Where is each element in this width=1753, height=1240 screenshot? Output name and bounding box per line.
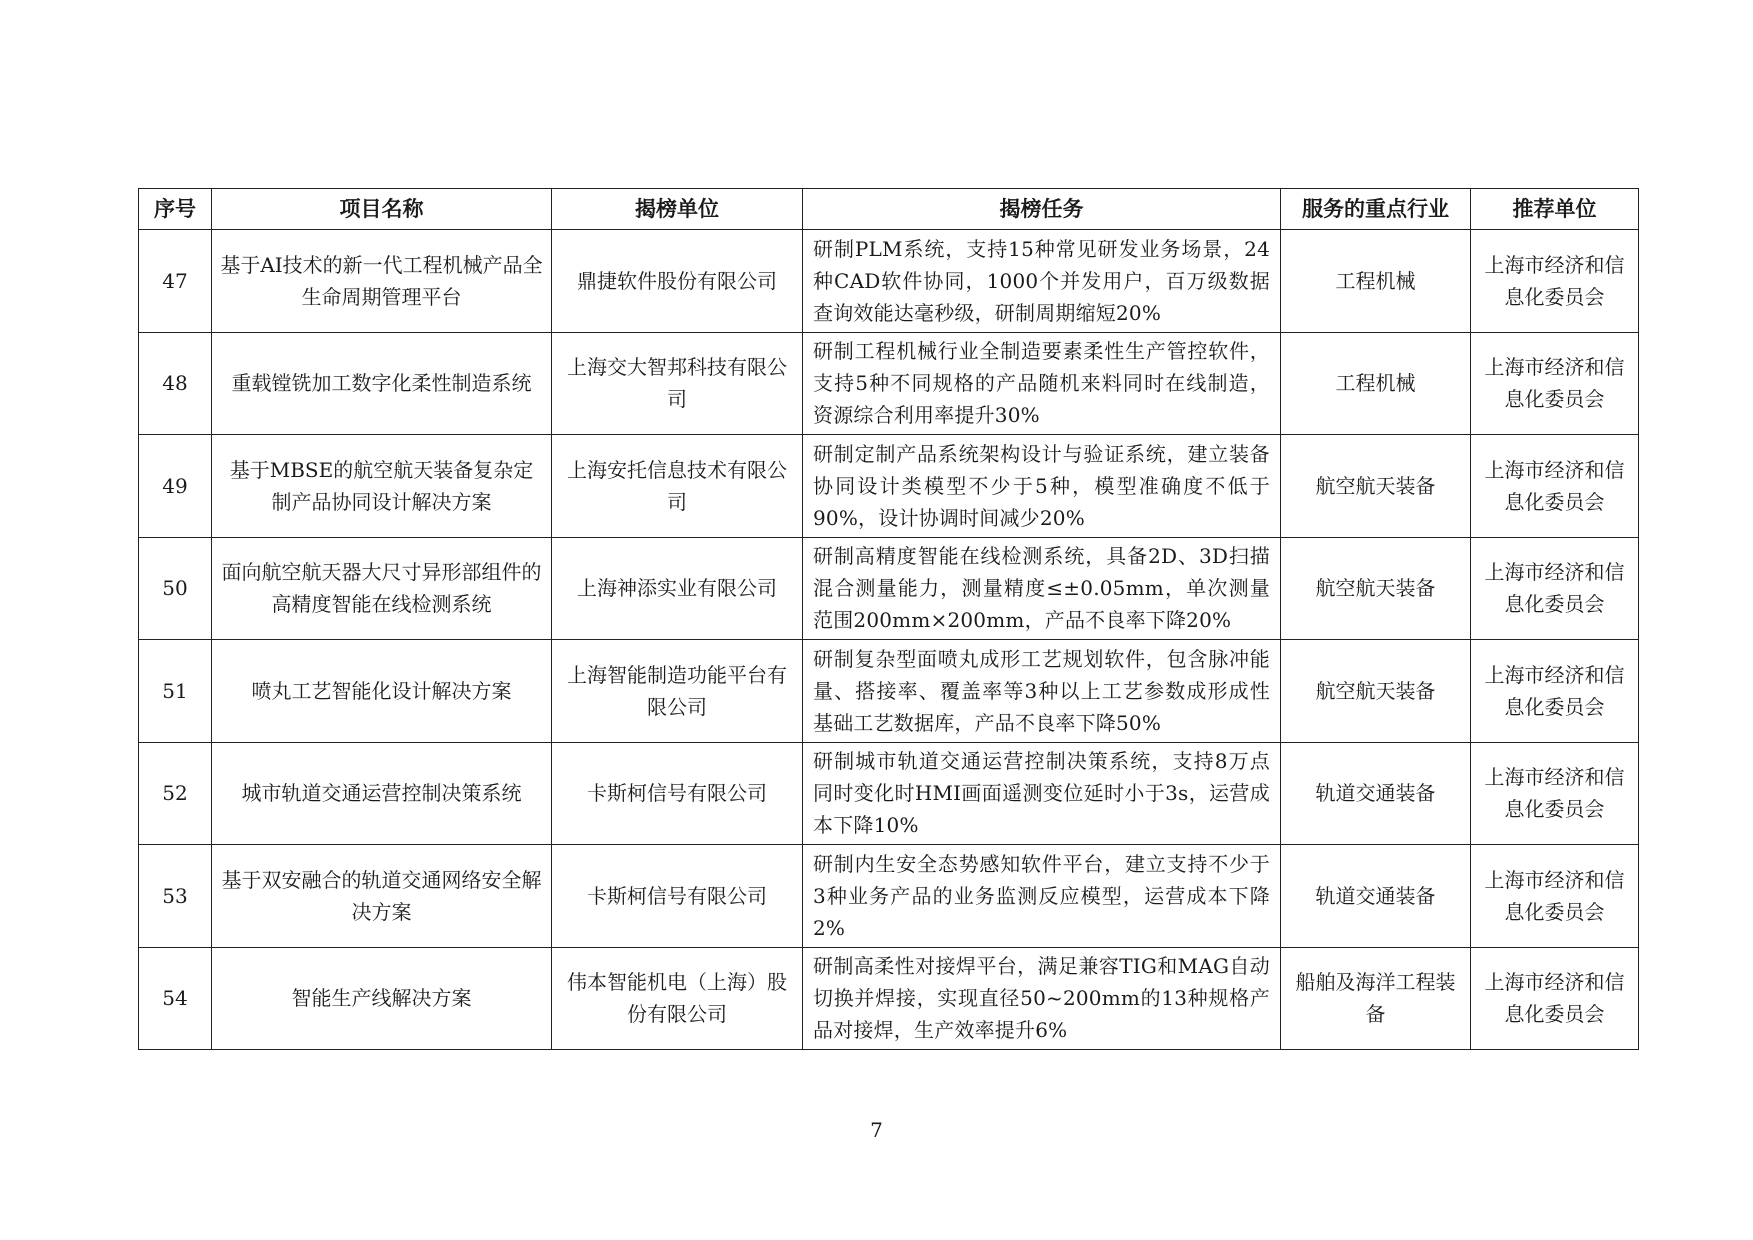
cell-unit: 上海交大智邦科技有限公司 <box>552 332 803 435</box>
cell-unit: 卡斯柯信号有限公司 <box>552 742 803 845</box>
cell-recommender: 上海市经济和信息化委员会 <box>1471 742 1639 845</box>
cell-unit: 卡斯柯信号有限公司 <box>552 845 803 948</box>
cell-project: 智能生产线解决方案 <box>212 947 552 1050</box>
header-recommender: 推荐单位 <box>1471 189 1639 230</box>
cell-task: 研制内生安全态势感知软件平台，建立支持不少于3种业务产品的业务监测反应模型，运营成本下降2% <box>803 845 1281 948</box>
cell-recommender: 上海市经济和信息化委员会 <box>1471 230 1639 333</box>
cell-unit: 上海智能制造功能平台有限公司 <box>552 640 803 743</box>
cell-task: 研制高精度智能在线检测系统，具备2D、3D扫描混合测量能力，测量精度≤±0.05mm，单次测量范围200mm×200mm，产品不良率下降20% <box>803 537 1281 640</box>
cell-unit: 上海神添实业有限公司 <box>552 537 803 640</box>
cell-project: 基于AI技术的新一代工程机械产品全生命周期管理平台 <box>212 230 552 333</box>
cell-industry: 航空航天装备 <box>1281 537 1471 640</box>
cell-recommender: 上海市经济和信息化委员会 <box>1471 537 1639 640</box>
table-row <box>139 332 1639 435</box>
header-row <box>139 189 1639 230</box>
cell-project: 基于双安融合的轨道交通网络安全解决方案 <box>212 845 552 948</box>
header-task: 揭榜任务 <box>803 189 1281 230</box>
header-industry: 服务的重点行业 <box>1281 189 1471 230</box>
cell-recommender: 上海市经济和信息化委员会 <box>1471 947 1639 1050</box>
table-row <box>139 435 1639 538</box>
table-row <box>139 537 1639 640</box>
cell-project: 城市轨道交通运营控制决策系统 <box>212 742 552 845</box>
table-header <box>139 189 1639 230</box>
cell-task: 研制城市轨道交通运营控制决策系统，支持8万点同时变化时HMI画面遥测变位延时小于3s，运营成本下降10% <box>803 742 1281 845</box>
table-body <box>139 230 1639 1050</box>
cell-recommender: 上海市经济和信息化委员会 <box>1471 435 1639 538</box>
cell-task: 研制定制产品系统架构设计与验证系统，建立装备协同设计类模型不少于5种，模型准确度不低于90%，设计协调时间减少20% <box>803 435 1281 538</box>
cell-task: 研制工程机械行业全制造要素柔性生产管控软件，支持5种不同规格的产品随机来料同时在线制造，资源综合利用率提升30% <box>803 332 1281 435</box>
cell-index: 50 <box>139 537 212 640</box>
header-index: 序号 <box>139 189 212 230</box>
cell-project: 基于MBSE的航空航天装备复杂定制产品协同设计解决方案 <box>212 435 552 538</box>
cell-index: 52 <box>139 742 212 845</box>
table-row <box>139 742 1639 845</box>
cell-project: 面向航空航天器大尺寸异形部组件的高精度智能在线检测系统 <box>212 537 552 640</box>
cell-index: 51 <box>139 640 212 743</box>
cell-task: 研制复杂型面喷丸成形工艺规划软件，包含脉冲能量、搭接率、覆盖率等3种以上工艺参数成形成性基础工艺数据库，产品不良率下降50% <box>803 640 1281 743</box>
cell-index: 54 <box>139 947 212 1050</box>
cell-recommender: 上海市经济和信息化委员会 <box>1471 640 1639 743</box>
cell-industry: 轨道交通装备 <box>1281 845 1471 948</box>
cell-industry: 轨道交通装备 <box>1281 742 1471 845</box>
table-row <box>139 230 1639 333</box>
header-project: 项目名称 <box>212 189 552 230</box>
cell-industry: 工程机械 <box>1281 230 1471 333</box>
table-row <box>139 947 1639 1050</box>
cell-unit: 上海安托信息技术有限公司 <box>552 435 803 538</box>
table-row <box>139 845 1639 948</box>
cell-index: 48 <box>139 332 212 435</box>
table-row <box>139 640 1639 743</box>
cell-industry: 航空航天装备 <box>1281 435 1471 538</box>
cell-index: 49 <box>139 435 212 538</box>
cell-index: 47 <box>139 230 212 333</box>
header-unit: 揭榜单位 <box>552 189 803 230</box>
project-table <box>138 188 1639 1050</box>
cell-recommender: 上海市经济和信息化委员会 <box>1471 332 1639 435</box>
cell-recommender: 上海市经济和信息化委员会 <box>1471 845 1639 948</box>
cell-industry: 工程机械 <box>1281 332 1471 435</box>
cell-task: 研制高柔性对接焊平台，满足兼容TIG和MAG自动切换并焊接，实现直径50~200mm的13种规格产品对接焊，生产效率提升6% <box>803 947 1281 1050</box>
cell-industry: 航空航天装备 <box>1281 640 1471 743</box>
page-number: 7 <box>870 1118 883 1142</box>
cell-task: 研制PLM系统，支持15种常见研发业务场景，24种CAD软件协同，1000个并发用户，百万级数据查询效能达毫秒级，研制周期缩短20% <box>803 230 1281 333</box>
cell-industry: 船舶及海洋工程装备 <box>1281 947 1471 1050</box>
cell-index: 53 <box>139 845 212 948</box>
cell-unit: 鼎捷软件股份有限公司 <box>552 230 803 333</box>
cell-project: 喷丸工艺智能化设计解决方案 <box>212 640 552 743</box>
cell-project: 重载镗铣加工数字化柔性制造系统 <box>212 332 552 435</box>
cell-unit: 伟本智能机电（上海）股份有限公司 <box>552 947 803 1050</box>
